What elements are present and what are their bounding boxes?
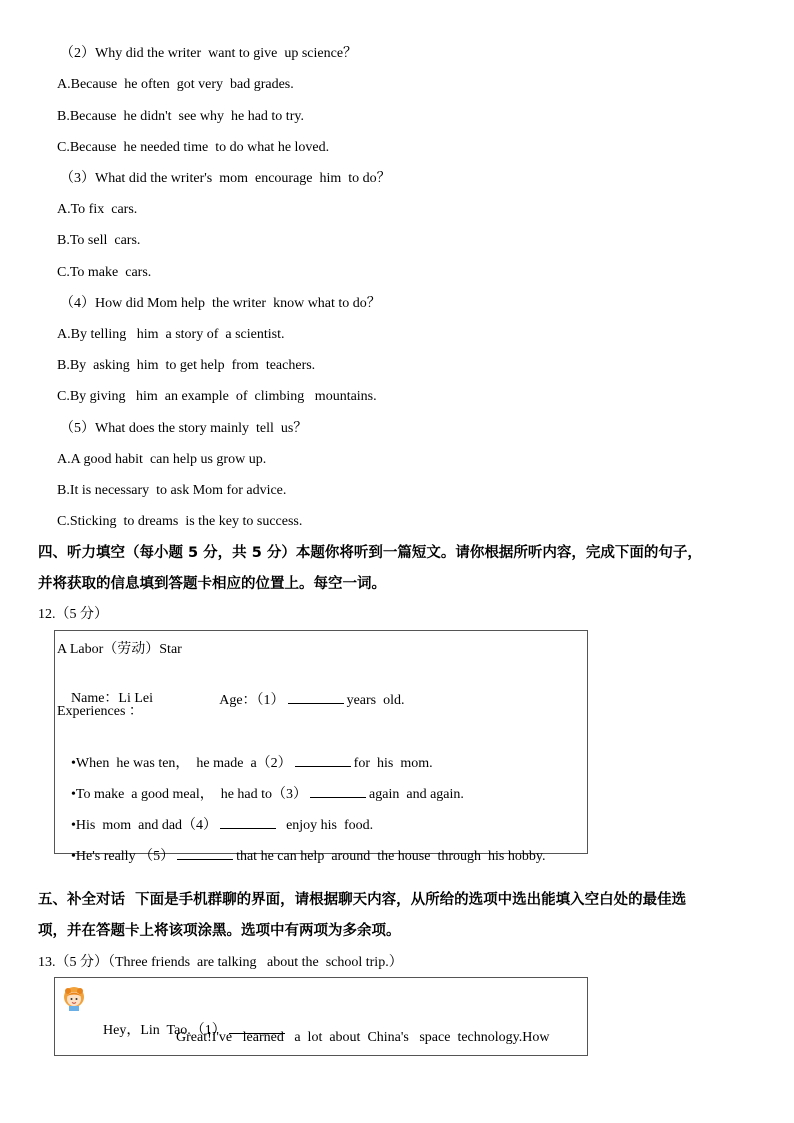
q12-label: 12.（5 分） (38, 607, 108, 622)
bullet-4-suffix: that he can help around the house through his hobby. (236, 849, 546, 864)
bullet-2-text: •To make a good meal， he had to（3） (71, 787, 308, 802)
q5-option-c: C.Sticking to dreams is the key to success. (57, 514, 303, 529)
age-label: Age：（1） (219, 693, 285, 708)
q5-option-a: A.A good habit can help us grow up. (57, 452, 267, 467)
box-title: A Labor（劳动）Star (57, 642, 182, 657)
bullet-4 (57, 828, 545, 884)
labor-star-box (54, 630, 588, 864)
girl-avatar-icon (62, 985, 86, 1011)
bullet-2-suffix: again and again. (369, 787, 464, 802)
blank-4[interactable] (220, 815, 276, 829)
bullet-1-text: •When he was ten， he made a（2） (71, 756, 292, 771)
bullet-1-suffix: for his mom. (353, 756, 433, 771)
q3-option-c: C.To make cars. (57, 265, 152, 280)
bullet-4-text: •He's really （5） (71, 849, 175, 864)
q2-question: （2）Why did the writer want to give up science？ (60, 46, 358, 61)
section5-heading-line1: 五、补全对话 下面是手机群聊的界面，请根据聊天内容，从所给的选项中选出能填入空白处的最佳选 (38, 892, 687, 908)
q5-option-b: B.It is necessary to ask Mom for advice. (57, 483, 287, 498)
q13-label: 13.（5 分）（Three friends are talking about the school trip.） (38, 955, 403, 970)
section4-heading-line1: 四、听力填空（每小题 5 分，共 5 分）本题你将听到一篇短文。请你根据所听内容，完成下面的句子， (38, 545, 702, 561)
q4-question: （4）How did Mom help the writer know what to do？ (60, 296, 381, 311)
age-suffix: years old. (346, 693, 405, 708)
bullet-3-suffix: enjoy his food. (279, 818, 374, 833)
blank-2[interactable] (295, 753, 351, 767)
q3-question: （3）What did the writer's mom encourage him to do？ (60, 171, 391, 186)
q4-option-b: B.By asking him to get help from teachers. (57, 358, 316, 373)
age-row (206, 672, 405, 728)
q3-option-b: B.To sell cars. (57, 233, 141, 248)
q2-option-a: A.Because he often got very bad grades. (57, 77, 294, 92)
chat-message-1-text: Hey，Lin Tao.（1） (103, 1023, 226, 1038)
q2-option-b: B.Because he didn't see why he had to try. (57, 109, 304, 124)
blank-5[interactable] (177, 846, 233, 860)
q3-option-a: A.To fix cars. (57, 202, 138, 217)
experiences-label: Experiences ： (57, 704, 143, 719)
q4-option-c: C.By giving him an example of climbing mountains. (57, 389, 377, 404)
q5-question: （5）What does the story mainly tell us？ (60, 421, 308, 436)
section4-heading-line2: 并将获取的信息填到答题卡相应的位置上。每空一词。 (38, 576, 386, 592)
bullet-3-text: •His mom and dad（4） (71, 818, 218, 833)
q2-option-c: C.Because he needed time to do what he loved. (57, 140, 330, 155)
chat-message-2: Great!I've learned a lot about China's space technology.How (176, 1030, 550, 1045)
q4-option-a: A.By telling him a story of a scientist. (57, 327, 285, 342)
blank-1[interactable] (288, 690, 344, 704)
section5-heading-line2: 项，并在答题卡上将该项涂黑。选项中有两项为多余项。 (38, 923, 401, 939)
name-label: Name：Li Lei (71, 691, 154, 706)
blank-3[interactable] (310, 784, 366, 798)
